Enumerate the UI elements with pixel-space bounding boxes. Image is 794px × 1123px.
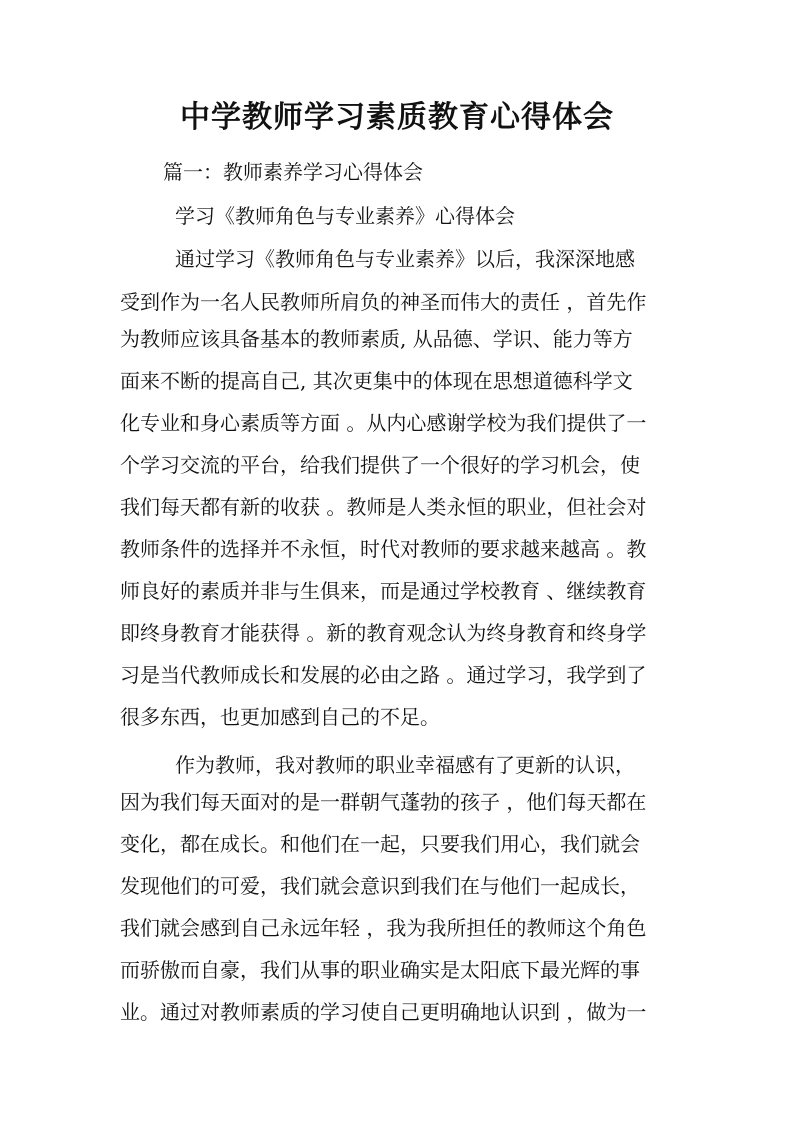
paragraph-1-line-2: 受到作为一名人民教师所肩负的神圣而伟大的责任 ，首先作	[120, 290, 647, 314]
paragraph-2-line-1: 作为教师，我对教师的职业幸福感有了更新的认识，	[175, 753, 635, 777]
section-heading: 篇一：教师素养学习心得体会	[163, 160, 423, 184]
paragraph-2-line-5: 我们就会感到自己永远年轻 ，我为我所担任的教师这个角色	[120, 916, 647, 940]
paragraph-1-line-3: 为教师应该具备基本的教师素质, 从品德、学识、能力等方	[120, 327, 633, 351]
paragraph-2-line-3: 变化，都在成长。和他们在一起，只要我们用心，我们就会	[120, 832, 640, 856]
paragraph-1-line-7: 我们每天都有新的收获 。教师是人类永恒的职业，但社会对	[120, 495, 647, 519]
paragraph-2-line-4: 发现他们的可爱，我们就会意识到我们在与他们一起成长，	[120, 874, 640, 898]
paragraph-2-line-2: 因为我们每天面对的是一群朝气蓬勃的孩子 ，他们每天都在	[120, 790, 647, 814]
paragraph-1-line-10: 即终身教育才能获得 。新的教育观念认为终身教育和终身学	[120, 621, 647, 645]
paragraph-1-line-8: 教师条件的选择并不永恒，时代对教师的要求越来越高 。教	[120, 537, 647, 561]
paragraph-1-line-11: 习是当代教师成长和发展的必由之路 。通过学习，我学到了	[120, 663, 647, 687]
sub-heading: 学习《教师角色与专业素养》心得体会	[175, 204, 515, 228]
document-title: 中学教师学习素质教育心得体会	[180, 100, 614, 135]
paragraph-1-line-12: 很多东西，也更加感到自己的不足。	[120, 705, 440, 729]
paragraph-1-line-1: 通过学习《教师角色与专业素养》以后，我深深地感	[175, 247, 635, 271]
paragraph-2-line-6: 而骄傲而自豪，我们从事的职业确实是太阳底下最光辉的事	[120, 958, 640, 982]
paragraph-1-line-4: 面来不断的提高自己, 其次更集中的体现在思想道德科学文	[120, 369, 633, 393]
paragraph-1-line-9: 师良好的素质并非与生俱来，而是通过学校教育 、继续教育	[120, 579, 647, 603]
paragraph-1-line-5: 化专业和身心素质等方面 。从内心感谢学校为我们提供了一	[120, 411, 647, 435]
paragraph-1-line-6: 个学习交流的平台，给我们提供了一个很好的学习机会，使	[120, 453, 640, 477]
paragraph-2-line-7: 业。通过对教师素质的学习使自己更明确地认识到 ，做为一	[120, 1000, 647, 1024]
